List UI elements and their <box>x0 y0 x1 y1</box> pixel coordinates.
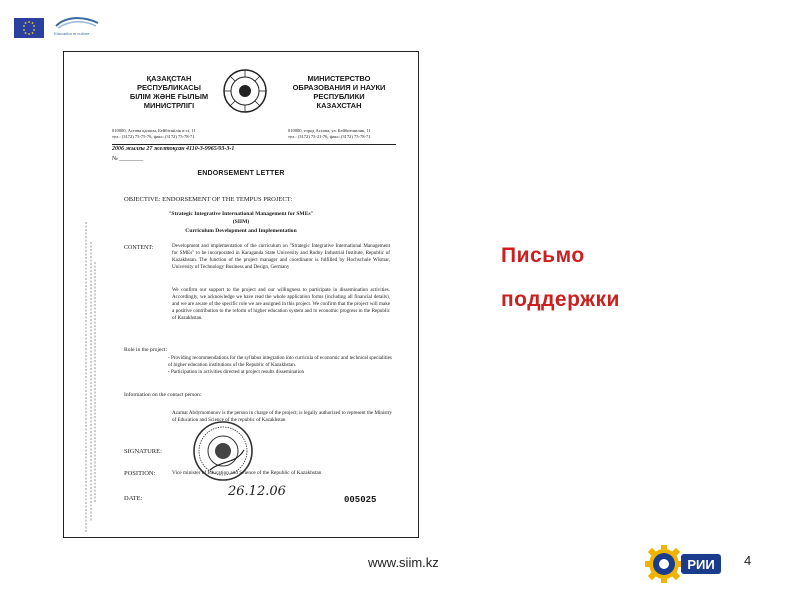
slide-caption-line1: Письмо <box>501 244 585 267</box>
eu-flag-icon <box>14 18 44 38</box>
date-label: DATE: <box>124 495 143 502</box>
state-emblem-icon <box>222 68 268 114</box>
objective-line: OBJECTIVE: ENDORSEMENT OF THE TEMPUS PROJECT: <box>124 196 293 203</box>
address-line: тел.: (3172) 75-75-76, факс: (3172) 75-78-71 <box>112 133 195 139</box>
swoosh-icon <box>54 14 100 30</box>
education-culture-logo <box>54 14 104 40</box>
role-label: Role in the project: <box>124 347 168 353</box>
project-title <box>64 210 418 235</box>
rii-logo <box>645 545 723 583</box>
footer-website-link[interactable]: www.siim.kz <box>368 555 439 570</box>
reference-line: 2006 жылғы 27 желтоқсан 4110-3-9965/03-3-1 <box>112 146 235 152</box>
project-title-line: Curriculum Development and Implementation <box>185 227 297 234</box>
signature-label: SIGNATURE: <box>124 448 162 455</box>
letterhead-line: ОБРАЗОВАНИЯ И НАУКИ <box>292 83 386 92</box>
letterhead-line: КАЗАХСТАН <box>316 101 362 110</box>
handwritten-date: 26.12.06 <box>228 484 286 499</box>
role-list <box>168 355 392 376</box>
content-label: CONTENT: <box>124 245 154 251</box>
gear-icon <box>645 545 683 583</box>
letterhead-line: МИНИСТРЛІГІ <box>143 101 195 110</box>
position-text: Vice minister of Education and Science of the Republic of Kazakhstan <box>172 470 322 476</box>
letterhead-russian <box>284 74 394 110</box>
reference-number: № ________ <box>112 156 144 162</box>
document-number: 005025 <box>344 495 377 505</box>
letterhead-line: БІЛІМ ЖӘНЕ ҒЫЛЫМ <box>129 92 209 101</box>
address-kazakh <box>112 128 262 140</box>
contact-label: Information on the contact person: <box>124 392 202 398</box>
letterhead-line: РЕСПУБЛИКАСЫ <box>137 83 201 92</box>
letter-title: ENDORSEMENT LETTER <box>197 170 285 177</box>
letterhead-line: ҚАЗАҚСТАН <box>146 74 192 83</box>
content-paragraph: Development and implementation of the curriculum on "Strategic Integrative International Management for SMEs" to be incorporated in Karaganda State University and Rudny Industrial Institute, Republic of Kazakhstan. The function of the project manager and coordinator is fulfilled by Hochschule Wismar, University of Technology Business and Design, Germany <box>172 243 390 270</box>
role-item: - Participation in activities directed at project results dissemination <box>168 368 305 375</box>
letterhead-line: МИНИСТЕРСТВО <box>307 74 371 83</box>
endorsement-letter-scan <box>63 51 419 538</box>
position-label: POSITION: <box>124 470 156 477</box>
contact-paragraph: Azamat Abdymomunov is the person in charge of the project; is legally authorized to represent the Ministry of Education and Science of the republic of Kazakhstan <box>172 410 392 423</box>
address-russian <box>288 128 419 140</box>
margin-print-marks <box>82 222 98 532</box>
address-line: 010000, город Астана, ул. Бейбитшилик, 11 <box>288 128 371 133</box>
address-line: тел.: (3172) 75-21-76, факс: (3172) 75-78-71 <box>288 133 371 139</box>
project-title-line: "Strategic Integrative International Management for SMEs" <box>168 211 314 217</box>
support-paragraph: We confirm our support to the project and our willingness to participate in dissemination activities. Accordingly, we acknowledge we have read the whole application forms (including all financial details), and we are aware of the specific role we are assigned in this project. We confirm that the project will make a positive contribution to the reform of higher education system and to economic progress in the Republic of Kazakhstan. <box>172 287 390 321</box>
header-divider <box>112 144 396 145</box>
logo-caption: Education et culture <box>54 31 90 36</box>
page-number: 4 <box>744 553 752 568</box>
logo-text: РИИ <box>687 557 715 572</box>
role-item: - Providing recommendations for the syllabus integration into curricula of economic and technical specialities of higher education institutions of the Republic of Kazakhstan. <box>168 355 392 368</box>
letterhead-line: РЕСПУБЛИКИ <box>313 92 365 101</box>
project-title-line: (SIIM) <box>232 219 250 226</box>
address-line: 010000, Астана қаласы, Бейбітшілік к-сі, 11 <box>112 128 196 133</box>
slide-caption-line2: поддержки <box>501 288 620 311</box>
letterhead-kazakh <box>114 74 224 110</box>
